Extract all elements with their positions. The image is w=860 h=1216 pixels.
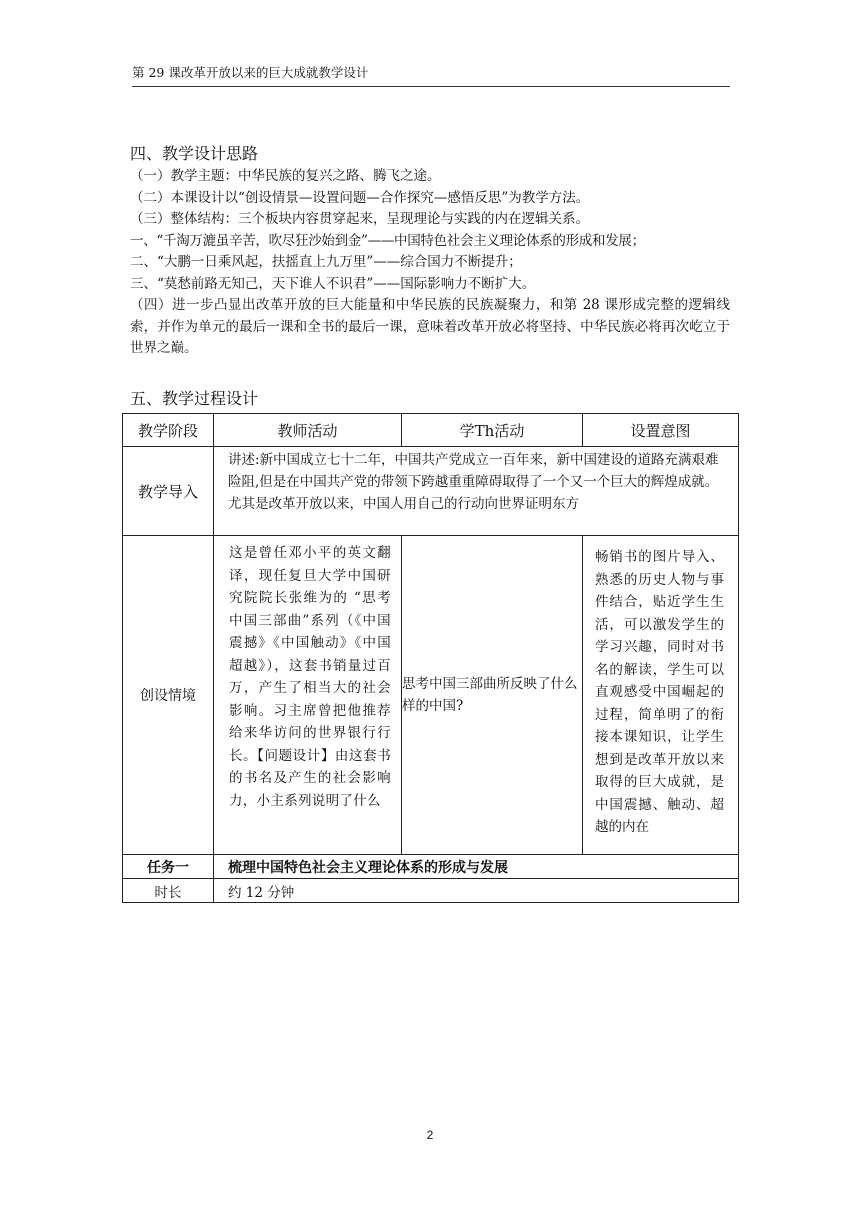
intro-text-cell — [214, 447, 739, 536]
process-table — [122, 413, 739, 903]
section-four-title: 四、教学设计思路 — [130, 144, 259, 163]
intro-text: 讲述:新中国成立七十二年，中国共产党成立一百年来，新中国建设的道路充满艰难险阻,但是在中国共产党的带领下跨越重重障碍取得了一个又一个巨大的辉煌成就。尤其是改革开放以来，中国人用自己的行动向世界证明东方 — [228, 452, 719, 512]
design-line: （二）本课设计以“创设情景—设置问题—合作探究—感悟反思”为教学方法。 — [130, 189, 590, 206]
task-content: 梳理中国特色社会主义理论体系的形成与发展 — [214, 855, 739, 879]
table-row-duration — [123, 879, 739, 903]
design-line: （三）整体结构：三个板块内容贯穿起来，呈现理论与实践的内在逻辑关系。 — [130, 211, 589, 227]
intent-text: 畅销书的图片导入、熟悉的历史人物与事件结合，贴近学生生活，可以激发学生的学习兴趣，同时对书名的解读，学生可以直观感受中国崛起的过程，简单明了的衔接本课知识，让学生想到是改革开放以来取得的巨大成就，是中国震撼、触动、超越的内在 — [595, 549, 724, 835]
design-line: 一、“千淘万漉虽辛苦，吹尽狂沙始到金”——中国特色社会主义理论体系的形成和发展； — [130, 232, 645, 249]
column-header-student: 学Th活动 — [402, 414, 583, 447]
duration-content: 约 12 分钟 — [214, 879, 739, 903]
teacher-activity-text: 这是曾任邓小平的英文翻译，现任复旦大学中国研究院院长张维为的 “思考中国三部曲”系列（《中国震撼》《中国触动》《中国超越》），这套书销量过百万，产生了相当大的社会影响。习主席曾把他推荐给来华访问的世界银行行长。【问题设计】由这套书的书名及产生的社会影响力，小主系列说明了什么 — [229, 545, 391, 809]
duration-label: 时长 — [123, 879, 214, 903]
page-header — [132, 64, 730, 87]
stage-cell-scenario: 创设情境 — [123, 536, 214, 855]
section-five-title: 五、教学过程设计 — [130, 389, 259, 408]
stage-cell-intro: 教学导入 — [123, 447, 214, 536]
page-number: 2 — [426, 1128, 434, 1142]
student-activity-cell: 思考中国三部曲所反映了什么样的中国? — [402, 536, 583, 855]
task-label: 任务一 — [123, 855, 214, 879]
design-line: （四）进一步凸显出改革开放的巨大能量和中华民族的民族凝聚力，和第 28 课形成完整的逻辑线索，并作为单元的最后一课和全书的最后一课，意味着改革开放必将坚持、中华民族必将再次屹立于世界之巅。 — [130, 297, 730, 356]
intent-cell — [583, 536, 739, 855]
table-row-task — [123, 855, 739, 879]
design-line: 二、“大鹏一日乘风起，扶摇直上九万里”——综合国力不断提升； — [130, 254, 522, 270]
column-header-teacher: 教师活动 — [214, 414, 402, 447]
table-row-intro — [123, 447, 739, 536]
table-row-scenario — [123, 536, 739, 855]
design-line: 三、“莫愁前路无知己，天下谁人不识君”——国际影响力不断扩大。 — [130, 275, 536, 292]
section-four-body — [130, 166, 730, 360]
column-header-intent: 设置意图 — [583, 414, 739, 447]
design-line: （一）教学主题：中华民族的复兴之路、腾飞之途。 — [130, 168, 441, 184]
table-header-row — [123, 414, 739, 447]
teacher-activity-cell — [214, 536, 402, 855]
header-title: 第 29 课改革开放以来的巨大成就教学设计 — [132, 65, 369, 80]
column-header-stage: 教学阶段 — [123, 414, 214, 447]
